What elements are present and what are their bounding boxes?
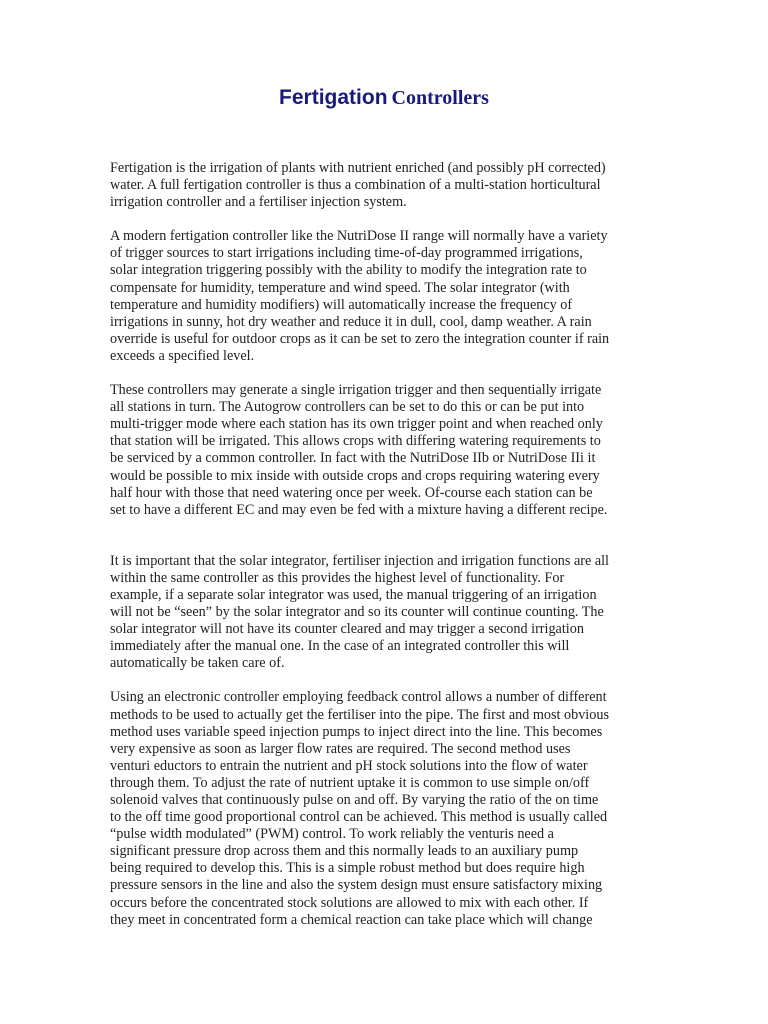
paragraph-line: methods to be used to actually get the fertiliser into the pipe. The first and most obvious (110, 706, 609, 723)
paragraph-line: of trigger sources to start irrigations including time-of-day programmed irrigations, (110, 245, 583, 262)
paragraph-line: occurs before the concentrated stock solutions are allowed to mix with each other. If (110, 894, 589, 911)
paragraph-3 (110, 382, 670, 519)
paragraph-line: that station will be irrigated. This allows crops with differing watering requirements to (110, 433, 601, 450)
paragraph-line: half hour with those that need watering once per week. Of-course each station can be (110, 484, 593, 501)
paragraph-line: significant pressure drop across them and this normally leads to an auxiliary pump (110, 843, 579, 860)
paragraph-4 (110, 553, 670, 673)
paragraph-line: solenoid valves that continuously pulse on and off. By varying the ratio of the on time (110, 792, 599, 808)
paragraph-line: These controllers may generate a single irrigation trigger and then sequentially irrigate (110, 382, 602, 399)
paragraph-2 (110, 228, 670, 365)
paragraph-line: solar integration triggering possibly with the ability to modify the integration rate to (110, 262, 587, 279)
paragraph-line: set to have a different EC and may even be fed with a mixture having a different recipe. (110, 501, 608, 518)
title-fertigation: Fertigation (279, 86, 388, 109)
paragraph-line: method uses variable speed injection pumps to inject direct into the line. This becomes (110, 723, 603, 740)
paragraph-line: pressure sensors in the line and also the system design must ensure satisfactory mixing (110, 877, 603, 894)
paragraph-line: being required to develop this. This is a simple robust method but does require high (110, 860, 585, 877)
paragraph-line: irrigations in sunny, hot dry weather and reduce it in dull, cool, damp weather. A rain (110, 313, 592, 330)
paragraph-line: they meet in concentrated form a chemical reaction can take place which will change (110, 911, 593, 928)
paragraph-line: would be possible to mix inside with outside crops and crops requiring watering every (110, 467, 600, 484)
paragraph-line: multi-trigger mode where each station has its own trigger point and when reached only (110, 416, 603, 433)
paragraph-line: water. A full fertigation controller is thus a combination of a multi-station horticultural (110, 177, 601, 194)
paragraph-line: A modern fertigation controller like the NutriDose II range will normally have a variety (110, 228, 608, 245)
paragraph-line: automatically be taken care of. (110, 655, 285, 672)
paragraph-line: all stations in turn. The Autogrow controllers can be set to do this or can be put into (110, 399, 585, 416)
paragraph-line: very expensive as soon as larger flow rates are required. The second method uses (110, 740, 571, 757)
paragraph-line: will not be “seen” by the solar integrator and so its counter will continue counting. The (110, 604, 604, 621)
paragraph-line: compensate for humidity, temperature and wind speed. The solar integrator (with (110, 279, 570, 296)
paragraph-line: venturi eductors to entrain the nutrient and pH stock solutions into the flow of water (110, 757, 588, 774)
paragraph-line: exceeds a specified level. (110, 347, 255, 364)
paragraph-1 (110, 160, 670, 211)
paragraph-line: to the off time good proportional control can be achieved. This method is usually called (110, 809, 608, 826)
paragraph-line: irrigation controller and a fertiliser injection system. (110, 194, 407, 211)
paragraph-5 (110, 689, 670, 928)
paragraph-line: Using an electronic controller employing feedback control allows a number of different (110, 689, 607, 706)
paragraph-line: “pulse width modulated” (PWM) control. To work reliably the venturis need a (110, 826, 554, 843)
paragraph-line: Fertigation is the irrigation of plants with nutrient enriched (and possibly pH corrected) (110, 160, 606, 176)
paragraph-line: override is useful for outdoor crops as it can be set to zero the integration counter if rain (110, 330, 610, 347)
paragraph-line: be serviced by a common controller. In fact with the NutriDose IIb or NutriDose IIi it (110, 450, 596, 467)
paragraph-line: It is important that the solar integrator, fertiliser injection and irrigation functions are all (110, 552, 609, 569)
document-body (110, 160, 670, 946)
paragraph-line: example, if a separate solar integrator was used, the manual triggering of an irrigation (110, 586, 597, 603)
paragraph-line: solar integrator will not have its counter cleared and may trigger a second irrigation (110, 621, 584, 638)
paragraph-line: within the same controller as this provides the highest level of functionality. For (110, 569, 565, 586)
paragraph-line: through them. To adjust the rate of nutrient uptake it is common to use simple on/off (110, 774, 590, 791)
title-controllers: Controllers (391, 87, 489, 109)
paragraph-line: immediately after the manual one. In the case of an integrated controller this will (110, 638, 570, 655)
paragraph-line: temperature and humidity modifiers) will automatically increase the frequency of (110, 296, 573, 313)
page-title (0, 86, 768, 110)
